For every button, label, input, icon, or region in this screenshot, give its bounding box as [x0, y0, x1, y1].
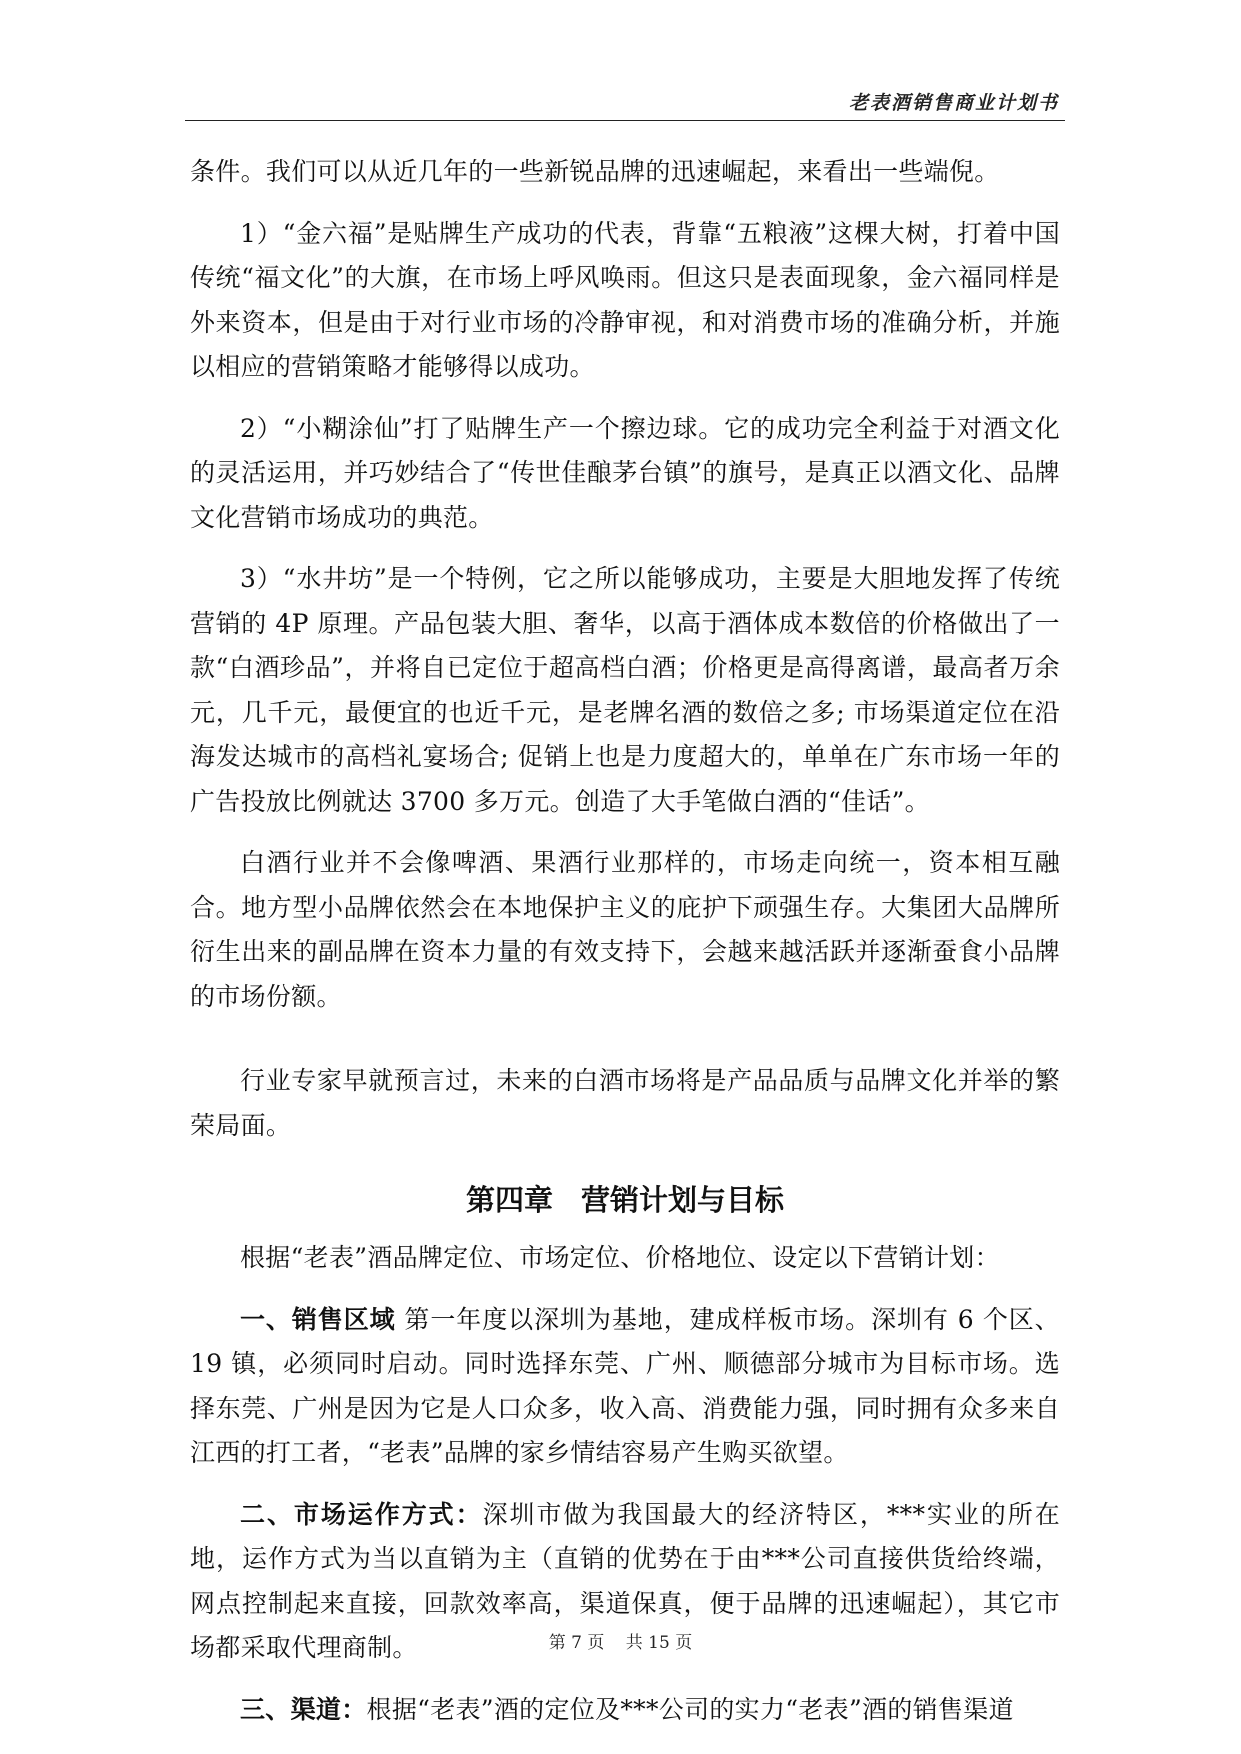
chapter-title: 营销计划与目标 [581, 1183, 785, 1217]
paragraph: 1）“金六福”是贴牌生产成功的代表，背靠“五粮液”这棵大树，打着中国传统“福文化”的大旗，在市场上呼风唤雨。但这只是表面现象，金六福同样是外来资本，但是由于对行业市场的冷静审视，和对消费市场的准确分析，并施以相应的营销策略才能够得以成功。 [190, 218, 1060, 381]
section-label: 二、市场运作方式： [240, 1499, 483, 1529]
paragraph: 条件。我们可以从近几年的一些新锐品牌的迅速崛起，来看出一些端倪。 [190, 157, 1000, 186]
paragraph: 行业专家早就预言过，未来的白酒市场将是产品品质与品牌文化并举的繁荣局面。 [190, 1066, 1060, 1140]
section-label: 三、渠道： [240, 1694, 367, 1724]
chapter-heading [190, 1178, 1060, 1222]
intro-paragraph: 根据“老表”酒品牌定位、市场定位、价格地位、设定以下营销计划： [240, 1243, 1000, 1272]
section-text: 根据“老表”酒的定位及***公司的实力“老表”酒的销售渠道 [366, 1694, 1014, 1724]
page-footer [0, 1628, 1241, 1653]
header-title: 老表酒销售商业计划书 [848, 92, 1059, 114]
paragraph: 2）“小糊涂仙”打了贴牌生产一个擦边球。它的成功完全利益于对酒文化的灵活运用，并巧妙结合了“传世佳酿茅台镇”的旗号，是真正以酒文化、品牌文化营销市场成功的典范。 [190, 413, 1060, 532]
paragraph: 3）“水井坊”是一个特例，它之所以能够成功，主要是大胆地发挥了传统营销的 4P 原理。产品包装大胆、奢华，以高于酒体成本数倍的价格做出了一款“白酒珍品”，并将自已定位于超高档白酒；价格更是高得离谱，最高者万余元，几千元，最便宜的也近千元，是老牌名酒的数倍之多; 市场渠道定位在沿海发达城市的高档礼宴场合; 促销上也是力度超大的，单单在广东市场一年的广告投放比例就达 3700 多万元。创造了大手笔做白酒的“佳话”。 [190, 564, 1060, 816]
section-sales-region [190, 1298, 1060, 1476]
section-text: 第一年度以深圳为基地，建成样板市场。深圳有 6 个区、19 镇，必须同时启动。同时选择东莞、广州、顺德部分城市为目标市场。选择东莞、广州是因为它是人口众多，收入高、消费能力强，同时拥有众多来自江西的打工者，“老表”品牌的家乡情结容易产生购买欲望。 [190, 1304, 1060, 1467]
section-label: 一、销售区域 [240, 1304, 396, 1334]
paragraph: 白酒行业并不会像啤酒、果酒行业那样的，市场走向统一，资本相互融合。地方型小品牌依然会在本地保护主义的庇护下顽强生存。大集团大品牌所衍生出来的副品牌在资本力量的有效支持下，会越来越活跃并逐渐蚕食小品牌的市场份额。 [190, 848, 1060, 1011]
page-header [185, 80, 1065, 121]
page-total: 共 15 页 [625, 1633, 693, 1653]
section-text: 深圳市做为我国最大的经济特区，***实业的所在地，运作方式为当以直销为主（直销的优势在于由***公司直接供货给终端，网点控制起来直接，回款效率高，渠道保真，便于品牌的迅速崛起），其它市场都采取代理商制。 [190, 1499, 1061, 1662]
page-body [190, 150, 1060, 1749]
page-number: 第 7 页 [548, 1633, 605, 1653]
chapter-number: 第四章 [465, 1183, 553, 1217]
section-channel [190, 1688, 1060, 1733]
